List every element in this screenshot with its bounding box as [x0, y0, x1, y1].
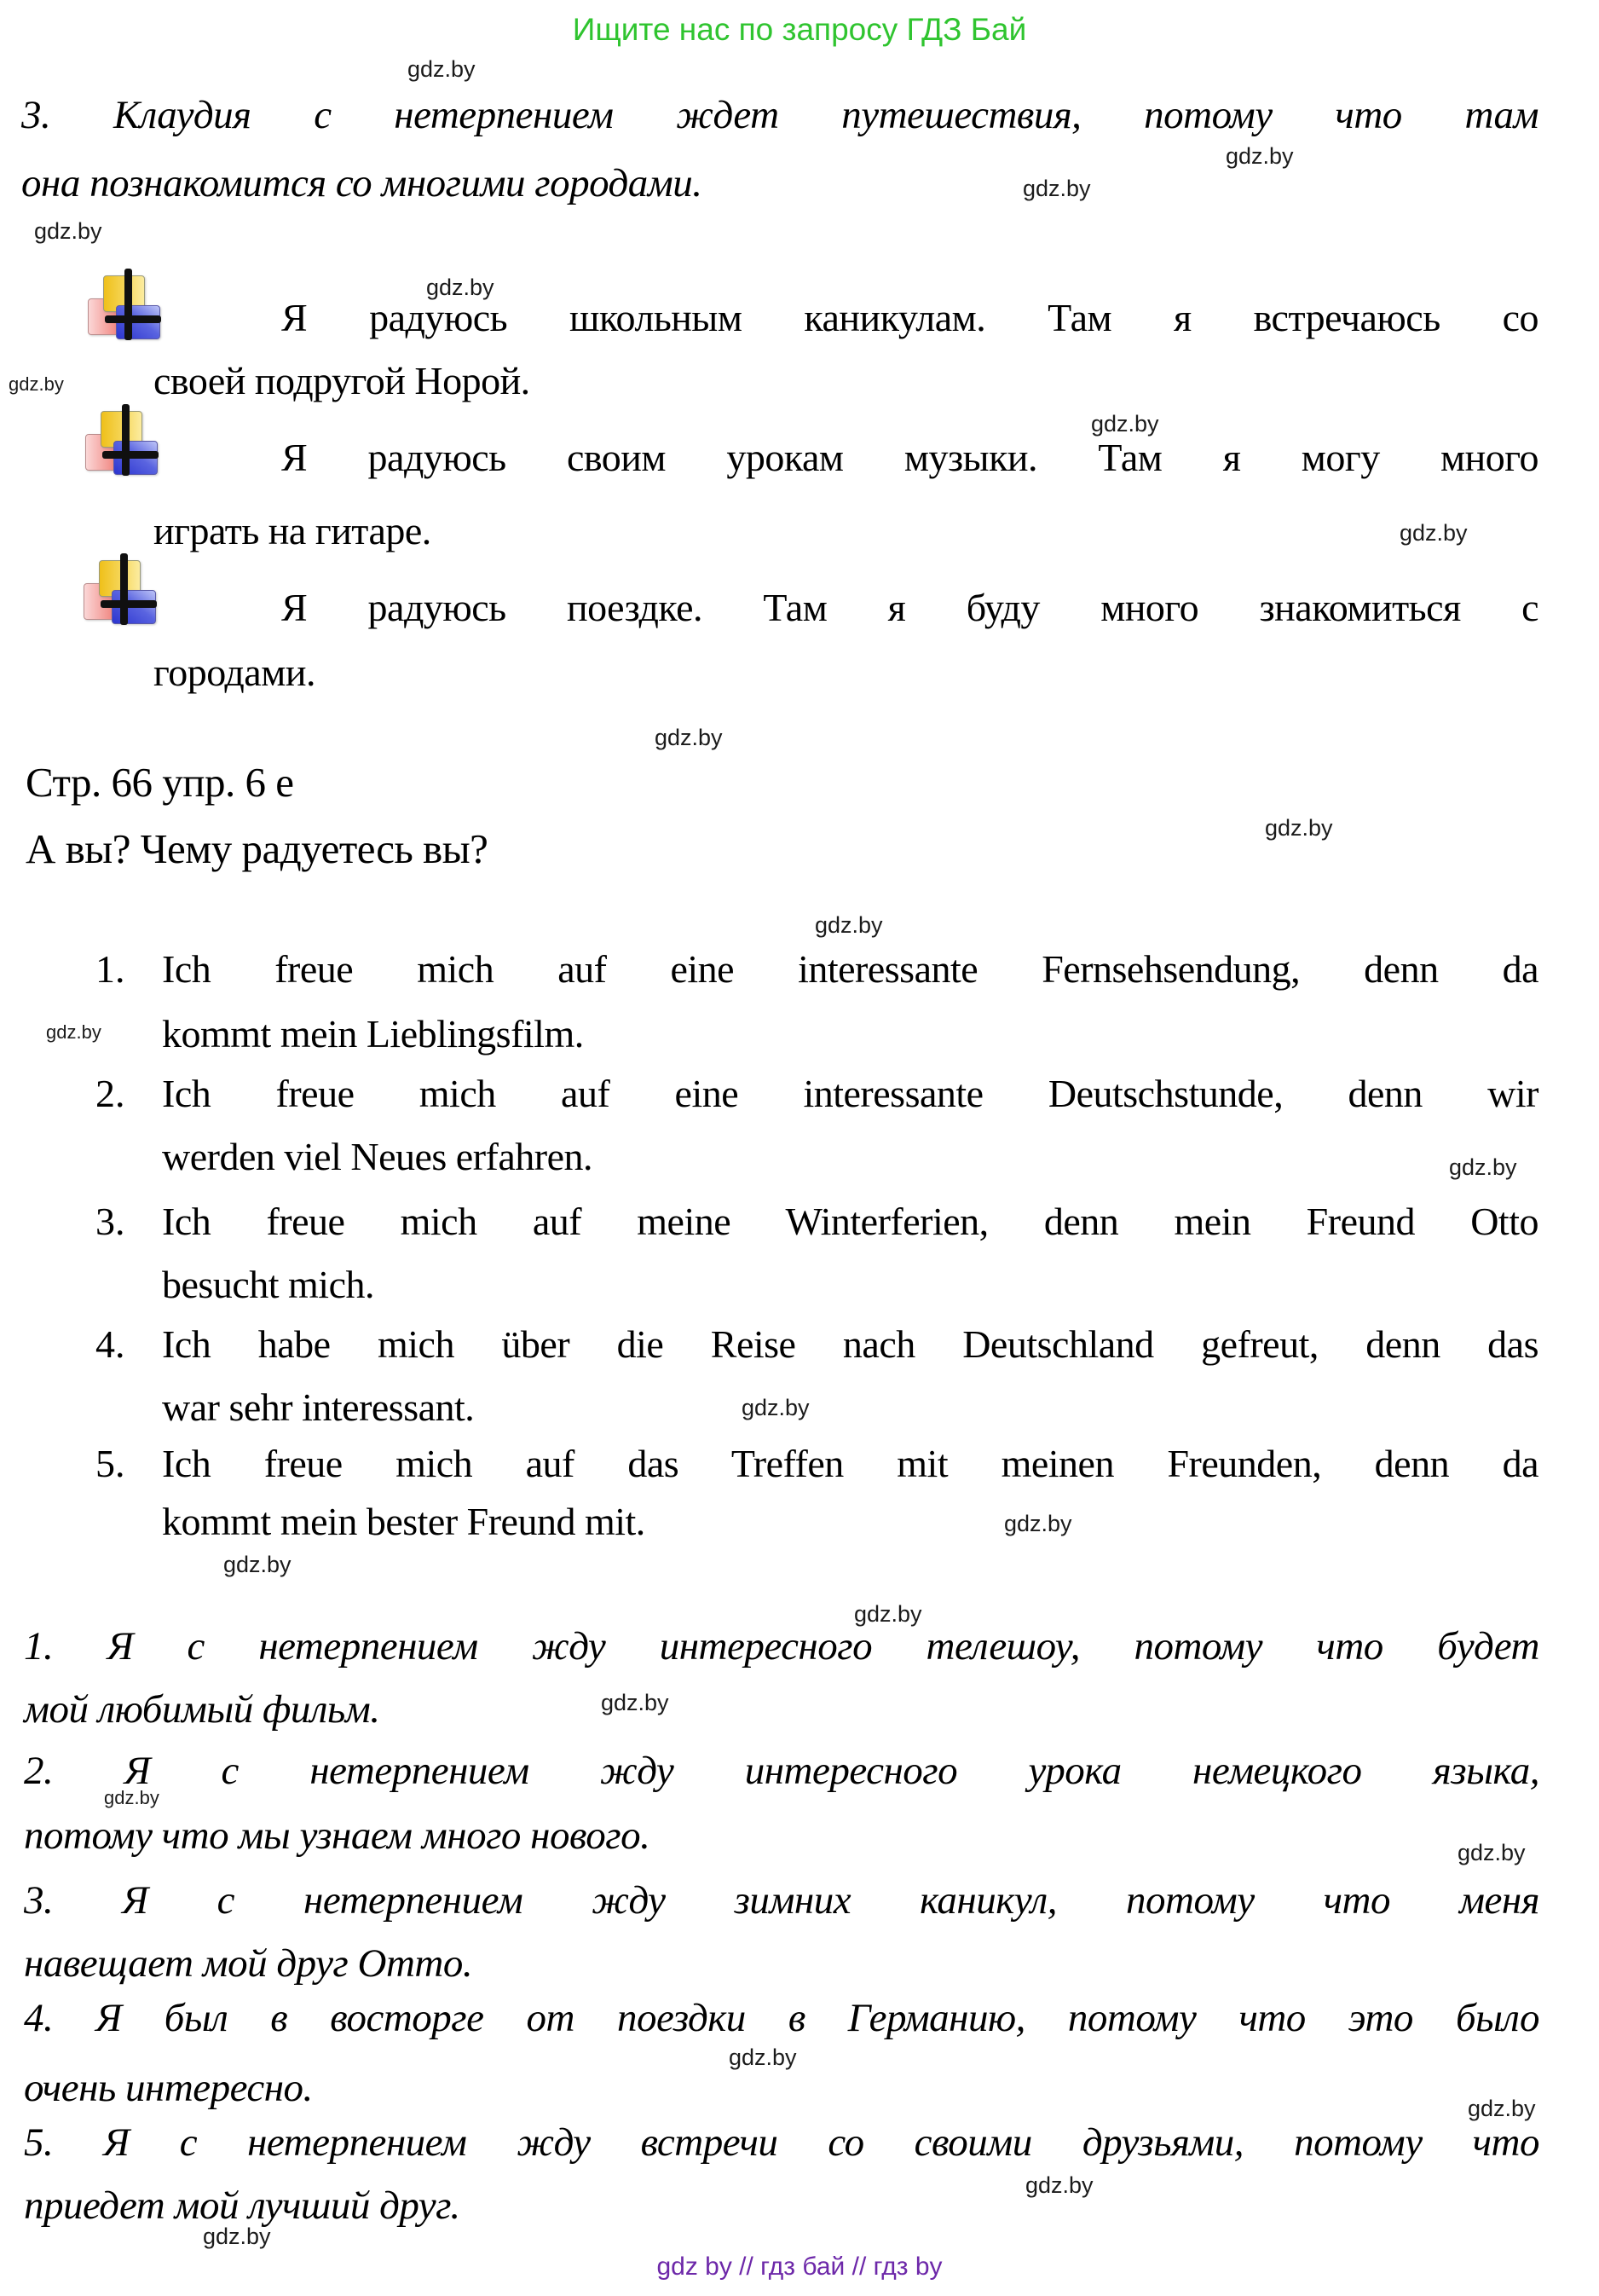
gdz-watermark: gdz.by [1091, 411, 1159, 437]
gdz-watermark: gdz.by [34, 218, 102, 244]
german-answer-line: Ich freue mich auf eine interessante Deutschstunde, denn wir [162, 1072, 1538, 1115]
gdz-watermark: gdz.by [46, 1021, 101, 1043]
german-answer-line: Ich freue mich auf meine Winterferien, denn mein Freund Otto [162, 1200, 1538, 1243]
gdz-watermark: gdz.by [729, 2044, 797, 2070]
cross-vertical-bar-icon [124, 269, 132, 340]
gdz-watermark: gdz.by [1458, 1840, 1526, 1865]
cross-vertical-bar-icon [120, 553, 128, 625]
german-answer-line: war sehr interessant. [162, 1385, 475, 1429]
gdz-watermark: gdz.by [407, 56, 476, 82]
gdz-watermark: gdz.by [1004, 1511, 1072, 1536]
footer-note: gdz by // гдз бай // гдз by [656, 2253, 943, 2281]
gdz-watermark: gdz.by [426, 275, 494, 300]
russian-translation-line: приедет мой лучший друг. [24, 2183, 460, 2228]
bullet-answer-line: своей подругой Норой. [153, 359, 530, 402]
colored-squares-bullet-icon [88, 271, 161, 339]
german-answer-line: Ich freue mich auf eine interessante Fernsehsendung, denn da [162, 947, 1538, 991]
german-answer-line: werden viel Neues erfahren. [162, 1135, 593, 1178]
bullet-answer-line: городами. [153, 651, 315, 694]
russian-translation-line: мой любимый фильм. [24, 1687, 380, 1732]
gdz-watermark: gdz.by [742, 1395, 810, 1420]
russian-translation-line: потому что мы узнаем много нового. [24, 1813, 650, 1858]
german-item-number: 1. [95, 947, 125, 991]
exercise-title: Стр. 66 упр. 6 е [26, 759, 294, 806]
german-answer-line: kommt mein bester Freund mit. [162, 1500, 645, 1543]
russian-translation-line: навещает мой друг Отто. [24, 1941, 473, 1986]
german-item-number: 4. [95, 1322, 125, 1366]
russian-translation-line: 3. Я с нетерпением жду зимних каникул, потому что меня [24, 1878, 1539, 1923]
german-answer-line: Ich habe mich über die Reise nach Deutschland gefreut, denn das [162, 1322, 1538, 1366]
russian-translation-line: очень интересно. [24, 2066, 313, 2110]
colored-squares-bullet-icon [84, 556, 157, 624]
german-item-number: 5. [95, 1442, 125, 1485]
bullet-answer-line: Я радуюсь школьным каникулам. Там я встречаюсь со [281, 296, 1538, 339]
intro-translation-line: она познакомится со многими городами. [21, 161, 702, 205]
gdz-watermark: gdz.by [1449, 1154, 1517, 1180]
gdz-watermark: gdz.by [1468, 2096, 1536, 2121]
russian-translation-line: 4. Я был в восторге от поездки в Германию, потому что это было [24, 1996, 1539, 2040]
cross-horizontal-bar-icon [101, 600, 157, 608]
russian-translation-line: 1. Я с нетерпением жду интересного телешоу, потому что будет [24, 1624, 1539, 1669]
german-answer-line: Ich freue mich auf das Treffen mit meinen Freunden, denn da [162, 1442, 1538, 1485]
intro-translation-line: 3. Клаудия с нетерпением ждет путешествия, потому что там [21, 93, 1538, 137]
gdz-watermark: gdz.by [104, 1787, 159, 1808]
cross-horizontal-bar-icon [105, 315, 161, 323]
gdz-watermark: gdz.by [223, 1552, 292, 1577]
gdz-watermark: gdz.by [1023, 176, 1091, 201]
russian-translation-line: 2. Я с нетерпением жду интересного урока немецкого языка, [24, 1749, 1539, 1793]
gdz-watermark: gdz.by [9, 373, 64, 395]
colored-squares-bullet-icon [85, 407, 159, 475]
german-item-number: 3. [95, 1200, 125, 1243]
bullet-answer-line: играть на гитаре. [153, 509, 431, 552]
promo-header: Ищите нас по запросу ГДЗ Бай [572, 12, 1027, 47]
gdz-watermark: gdz.by [655, 725, 723, 750]
german-item-number: 2. [95, 1072, 125, 1115]
german-answer-line: besucht mich. [162, 1263, 374, 1306]
gdz-watermark: gdz.by [1025, 2172, 1094, 2198]
gdz-watermark: gdz.by [601, 1690, 669, 1715]
german-answer-line: kommt mein Lieblingsfilm. [162, 1012, 584, 1055]
gdz-watermark: gdz.by [815, 912, 883, 938]
cross-horizontal-bar-icon [102, 451, 159, 459]
gdz-watermark: gdz.by [1400, 520, 1468, 546]
gdz-watermark: gdz.by [854, 1601, 922, 1627]
bullet-answer-line: Я радуюсь поездке. Там я буду много знакомиться с [281, 586, 1538, 629]
bullet-answer-line: Я радуюсь своим урокам музыки. Там я могу много [281, 436, 1538, 479]
gdz-watermark: gdz.by [203, 2224, 271, 2249]
gdz-watermark: gdz.by [1226, 143, 1294, 169]
gdz-watermark: gdz.by [1265, 815, 1333, 841]
russian-translation-line: 5. Я с нетерпением жду встречи со своими друзьями, потому что [24, 2120, 1539, 2165]
cross-vertical-bar-icon [122, 404, 130, 476]
exercise-question: А вы? Чему радуетесь вы? [26, 825, 488, 872]
